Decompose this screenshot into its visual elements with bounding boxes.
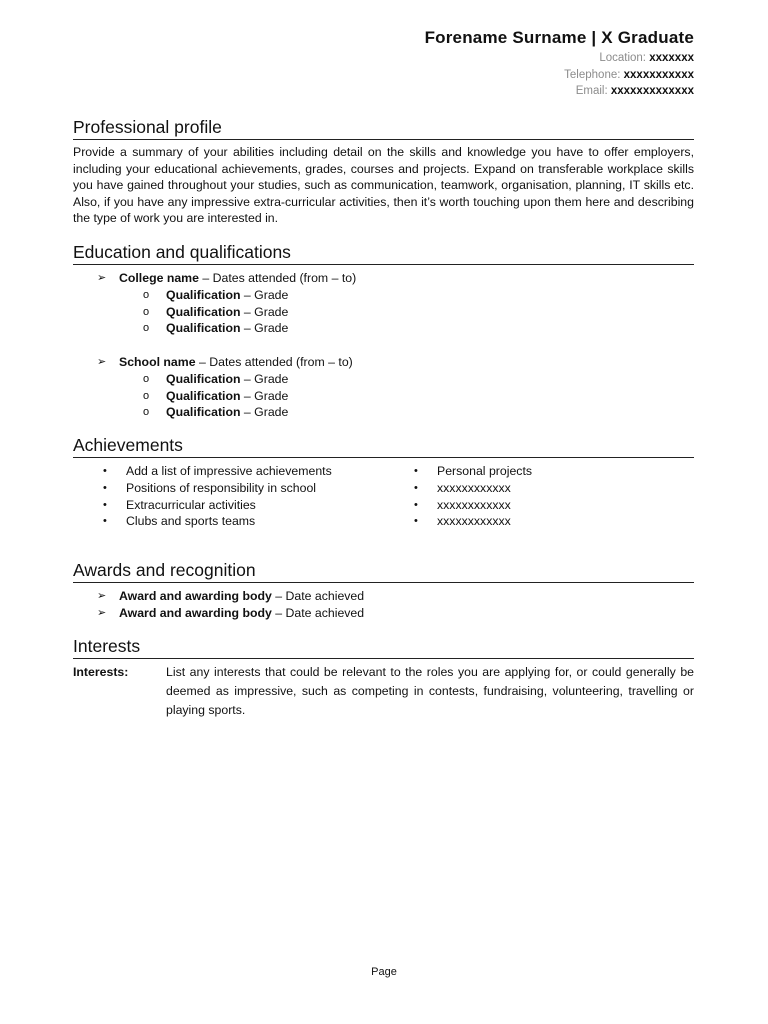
award-item [73,588,694,605]
achievement-text: Add a list of impressive achievements [126,464,332,478]
interests-section [73,635,694,720]
qualification-grade: – Grade [240,304,289,319]
bullet-icon: • [103,481,107,494]
bullet-icon: • [103,465,107,477]
name-title: Forename Surname | X Graduate [424,28,694,47]
telephone-value: xxxxxxxxxxx [623,68,694,81]
award-date: – Date achieved [271,605,365,620]
achievement-item [73,463,384,480]
achievement-text: xxxxxxxxxxxx [437,497,511,512]
bullet-icon: • [414,515,418,528]
profile-heading: Professional profile [73,116,694,140]
achievement-text: Personal projects [437,464,533,478]
arrow-bullet-icon: ➢ [97,590,107,602]
institution-name: School name [119,354,196,369]
circle-bullet-icon: o [143,372,150,385]
qualification-title: Qualification [166,371,241,386]
header [425,26,694,100]
profile-section [73,116,694,227]
institution-item [73,354,694,421]
education-list [73,270,694,421]
awards-heading: Awards and recognition [73,559,694,583]
achievement-item [73,480,384,497]
education-heading: Education and qualifications [73,241,694,265]
achievement-text: xxxxxxxxxxxx [437,480,511,495]
achievement-item [384,463,532,480]
bullet-icon: • [414,498,418,511]
arrow-bullet-icon: ➢ [97,355,107,368]
telephone-line [425,67,694,84]
qualification-grade: – Grade [240,287,289,302]
institution-dates: – Dates attended (from – to) [198,271,357,285]
qualification-item [73,371,694,388]
bullet-icon: • [103,515,107,528]
location-line [425,50,694,67]
qualification-title: Qualification [166,388,241,403]
email-value: xxxxxxxxxxxxx [610,85,694,97]
achievement-text: xxxxxxxxxxxx [437,514,511,529]
qualification-grade: – Grade [240,371,289,386]
institution-name: College name [119,271,199,285]
qualification-title: Qualification [166,321,241,336]
qualification-grade: – Grade [240,321,289,336]
location-value: xxxxxxx [649,52,694,64]
achievement-item [73,497,384,514]
achievements-columns [73,463,694,530]
award-name: Award and awarding body [119,589,272,603]
award-item [73,605,694,622]
qualification-title: Qualification [166,405,241,420]
qualification-grade: – Grade [240,388,289,403]
achievement-item [384,480,532,497]
achievements-right-list [384,463,532,530]
education-section [73,241,694,421]
qualification-item [73,404,694,421]
awards-list [73,588,694,622]
telephone-label: Telephone: [564,68,621,81]
circle-bullet-icon: o [143,288,150,301]
achievement-item [73,513,384,530]
bullet-icon: • [103,498,107,511]
qualification-item [73,287,694,304]
circle-bullet-icon: o [143,322,150,335]
achievements-section [73,434,694,530]
qualification-item [73,304,694,321]
location-label: Location: [599,52,647,64]
interests-label: Interests: [73,665,129,679]
achievement-item [384,497,532,514]
bullet-icon: • [414,465,418,477]
bullet-icon: • [414,481,418,494]
qualification-title: Qualification [166,287,241,302]
circle-bullet-icon: o [143,406,150,419]
institution-item [73,270,694,354]
awards-section [73,559,694,622]
interests-heading: Interests [73,635,694,659]
circle-bullet-icon: o [143,305,150,318]
award-name: Award and awarding body [119,605,272,620]
email-label: Email: [575,85,608,97]
qualification-title: Qualification [166,304,241,319]
page-footer: Page [371,966,397,978]
award-date: – Date achieved [271,589,365,603]
qualification-item [73,388,694,405]
interests-text: List any interests that could be relevant to the roles you are applying for, or could generally be deemed as impressive, such as competing in contests, fundraising, volunteering, travelling or playing sports. [166,665,694,717]
qualification-list [119,371,694,421]
institution-dates: – Dates attended (from – to) [195,354,353,369]
achievement-text: Positions of responsibility in school [126,480,317,495]
achievement-text: Clubs and sports teams [126,514,256,529]
achievement-item [384,513,532,530]
interests-row [73,663,694,720]
email-line [425,83,694,100]
qualification-list [119,287,694,337]
arrow-bullet-icon: ➢ [97,606,107,619]
achievements-heading: Achievements [73,434,694,458]
circle-bullet-icon: o [143,389,150,402]
qualification-item [73,320,694,337]
qualification-grade: – Grade [240,405,289,420]
profile-text: Provide a summary of your abilities including detail on the skills and knowledge you have to offer employers, including your educational achievements, grades, courses and projects. Expand on transferable workplace skills you have gained throughout your studies, such as communication, teamwork, organisation, planning, IT skills etc. Also, if you have any impressive extra-curricular activities, then it’s worth touching upon them here and describing the type of work you are interested in. [73,145,694,226]
arrow-bullet-icon: ➢ [97,272,107,284]
achievement-text: Extracurricular activities [126,497,256,512]
achievements-left-list [73,463,384,530]
